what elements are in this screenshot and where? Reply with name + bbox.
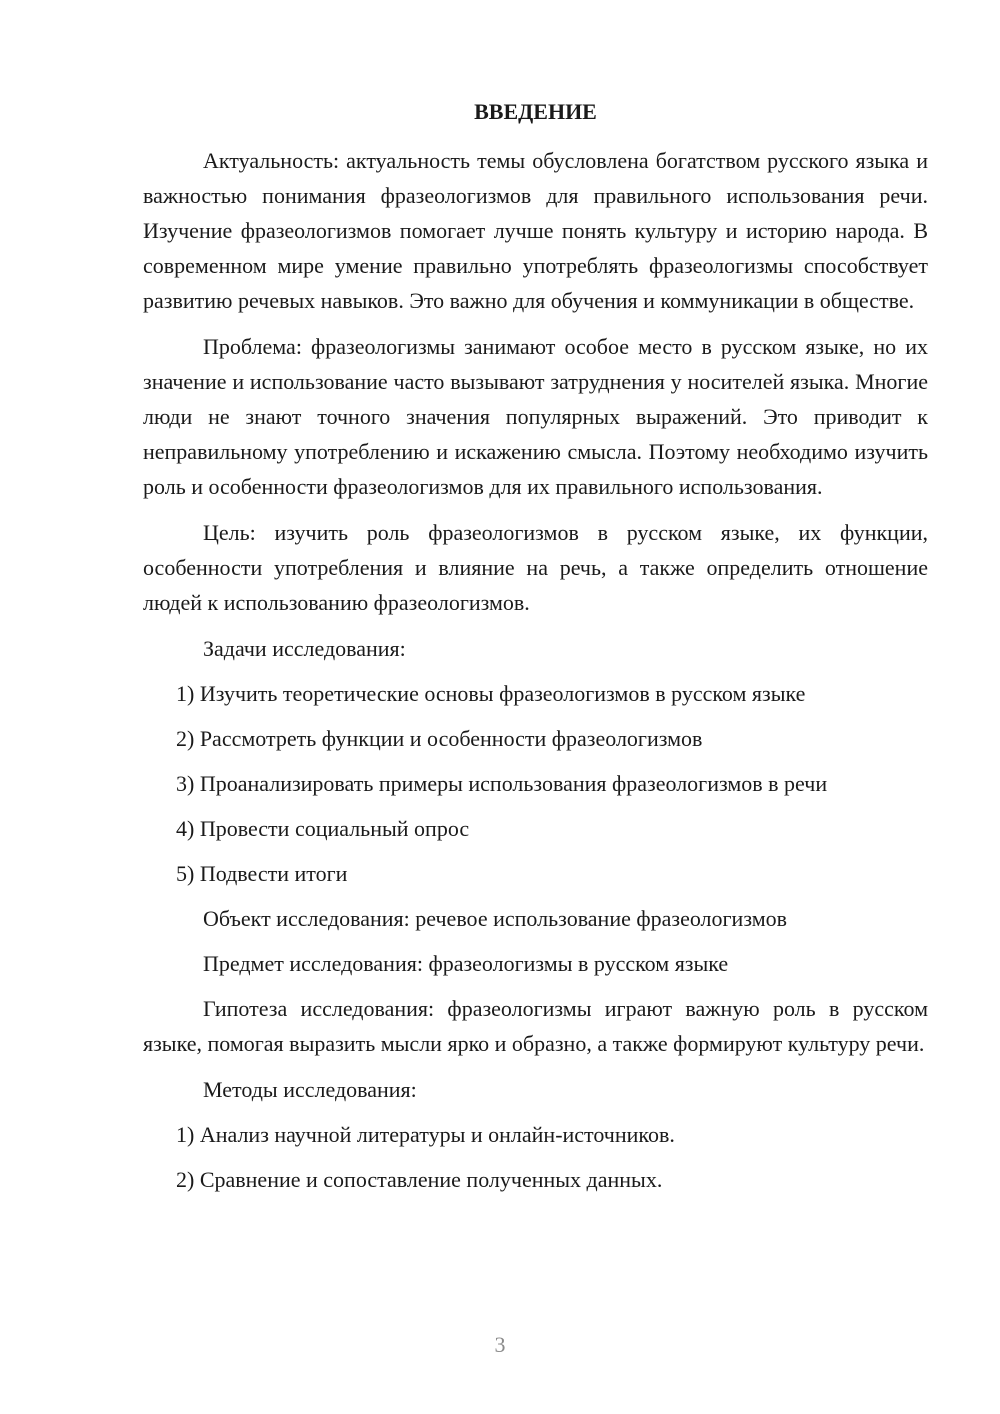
task-item: 3) Проанализировать примеры использования фразеологизмов в речи xyxy=(176,771,828,796)
relevance-paragraph: Актуальность: актуальность темы обусловлена богатством русского языка и важностью понимания фразеологизмов для правильного использования речи. Изучение фразеологизмов помогает лучше понять культуру и историю народа. В современном мире умение правильно употреблять фразеологизмы способствует развитию речевых навыков. Это важно для обучения и коммуникации в обществе. xyxy=(143,148,928,313)
task-item: 2) Рассмотреть функции и особенности фразеологизмов xyxy=(176,726,703,751)
method-item: 2) Сравнение и сопоставление полученных данных. xyxy=(176,1167,663,1192)
goal-paragraph: Цель: изучить роль фразеологизмов в русском языке, их функции, особенности употребления и влияние на речь, а также определить отношение людей к использованию фразеологизмов. xyxy=(143,520,928,615)
task-item: 5) Подвести итоги xyxy=(176,861,348,886)
page-number: 3 xyxy=(494,1332,506,1357)
section-title: ВВЕДЕНИЕ xyxy=(474,99,597,124)
research-object: Объект исследования: речевое использование фразеологизмов xyxy=(203,906,788,931)
tasks-list xyxy=(143,676,928,891)
task-item: 1) Изучить теоретические основы фразеологизмов в русском языке xyxy=(176,681,806,706)
document-page xyxy=(143,95,928,1207)
research-subject: Предмет исследования: фразеологизмы в русском языке xyxy=(203,951,729,976)
method-item: 1) Анализ научной литературы и онлайн-источников. xyxy=(176,1122,675,1147)
methods-heading: Методы исследования: xyxy=(203,1077,417,1102)
tasks-heading: Задачи исследования: xyxy=(203,636,406,661)
methods-list xyxy=(143,1117,928,1197)
hypothesis-paragraph: Гипотеза исследования: фразеологизмы играют важную роль в русском языке, помогая выразить мысли ярко и образно, а также формируют культуру речи. xyxy=(143,996,928,1056)
problem-paragraph: Проблема: фразеологизмы занимают особое место в русском языке, но их значение и использование часто вызывают затруднения у носителей языка. Многие люди не знают точного значения популярных выражений. Это приводит к неправильному употреблению и искажению смысла. Поэтому необходимо изучить роль и особенности фразеологизмов для их правильного использования. xyxy=(143,334,928,499)
task-item: 4) Провести социальный опрос xyxy=(176,816,470,841)
